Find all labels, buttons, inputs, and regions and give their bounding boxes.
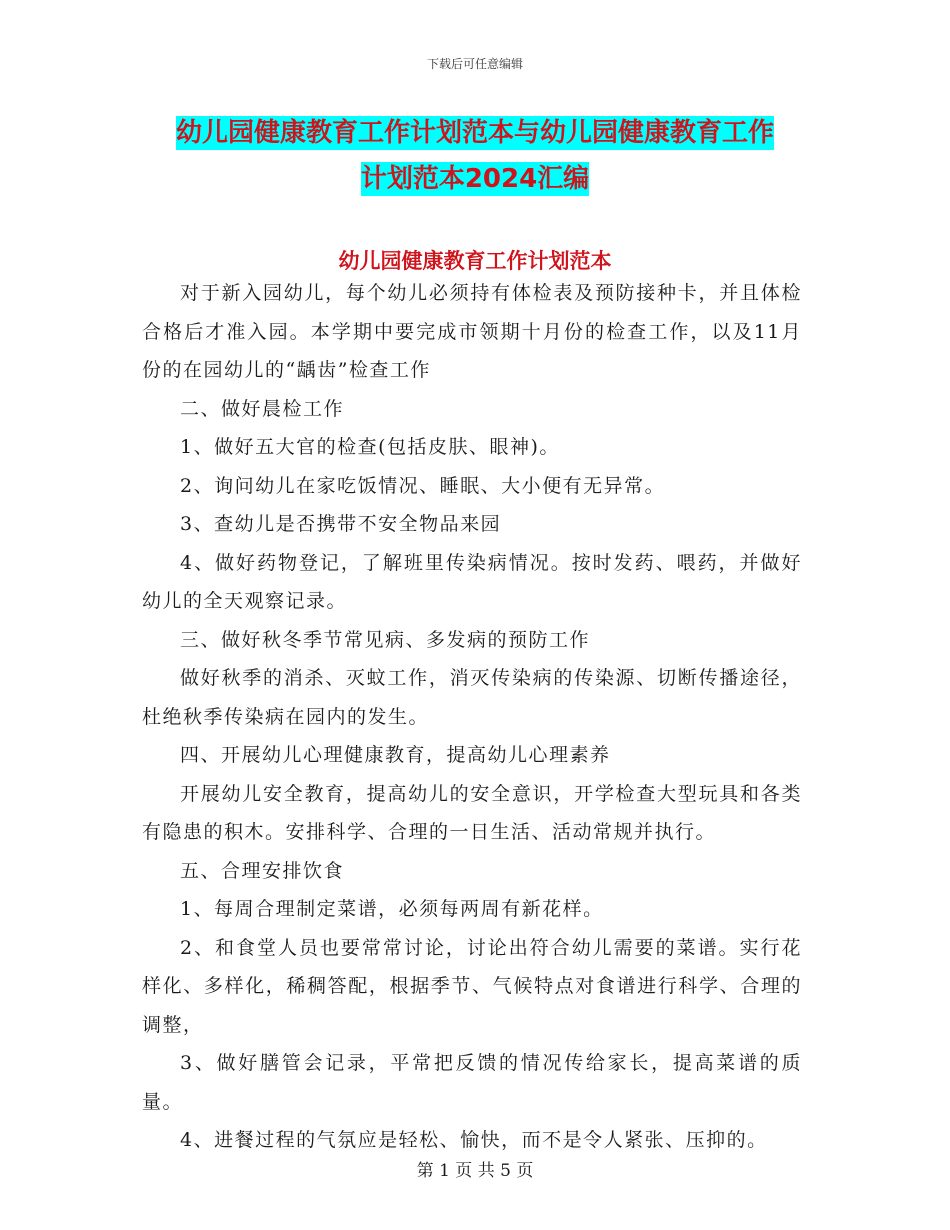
paragraph: 对于新入园幼儿，每个幼儿必须持有体检表及预防接种卡，并且体检合格后才准入园。本学期中要完成市领期十月份的检查工作，以及11月份的在园幼儿的“龋齿”检查工作 <box>142 282 802 381</box>
paragraph: 4、做好药物登记，了解班里传染病情况。按时发药、喂药，并做好幼儿的全天观察记录。 <box>142 551 802 612</box>
paragraph: 1、每周合理制定菜谱，必须每两周有新花样。 <box>180 898 604 920</box>
section-title: 幼儿园健康教育工作计划范本 <box>338 249 612 273</box>
paragraph: 1、做好五大官的检查(包括皮肤、眼神)。 <box>180 436 560 458</box>
paragraph: 做好秋季的消杀、灭蚊工作，消灭传染病的传染源、切断传播途径，杜绝秋季传染病在园内的发生。 <box>142 667 802 728</box>
paragraph: 4、进餐过程的气氛应是轻松、愉快，而不是令人紧张、压抑的。 <box>180 1129 768 1151</box>
document-body <box>142 274 802 1160</box>
paragraph: 三、做好秋冬季节常见病、多发病的预防工作 <box>180 628 591 651</box>
paragraph: 3、查幼儿是否携带不安全物品来园 <box>180 513 502 535</box>
paragraph: 3、做好膳管会记录，平常把反馈的情况传给家长，提高菜谱的质量。 <box>142 1052 802 1113</box>
paragraph: 五、合理安排饮食 <box>180 859 345 882</box>
paragraph: 四、开展幼儿心理健康教育，提高幼儿心理素养 <box>180 744 611 766</box>
paragraph: 2、询问幼儿在家吃饭情况、睡眠、大小便有无异常。 <box>180 474 666 497</box>
title-line-1: 幼儿园健康教育工作计划范本与幼儿园健康教育工作 <box>175 118 774 148</box>
paragraph: 开展幼儿安全教育，提高幼儿的安全意识，开学检查大型玩具和各类有隐患的积木。安排科学、合理的一日生活、活动常规并执行。 <box>142 782 802 843</box>
page-footer: 第 1 页 共 5 页 <box>416 1161 534 1181</box>
document-title <box>140 110 810 202</box>
header-note: 下载后可任意编辑 <box>426 57 523 71</box>
title-line-2: 计划范本2024汇编 <box>360 164 590 194</box>
paragraph: 二、做好晨检工作 <box>180 397 345 420</box>
paragraph: 2、和食堂人员也要常常讨论，讨论出符合幼儿需要的菜谱。实行花样化、多样化，稀稠答配，根据季节、气候特点对食谱进行科学、合理的调整， <box>142 936 802 1036</box>
